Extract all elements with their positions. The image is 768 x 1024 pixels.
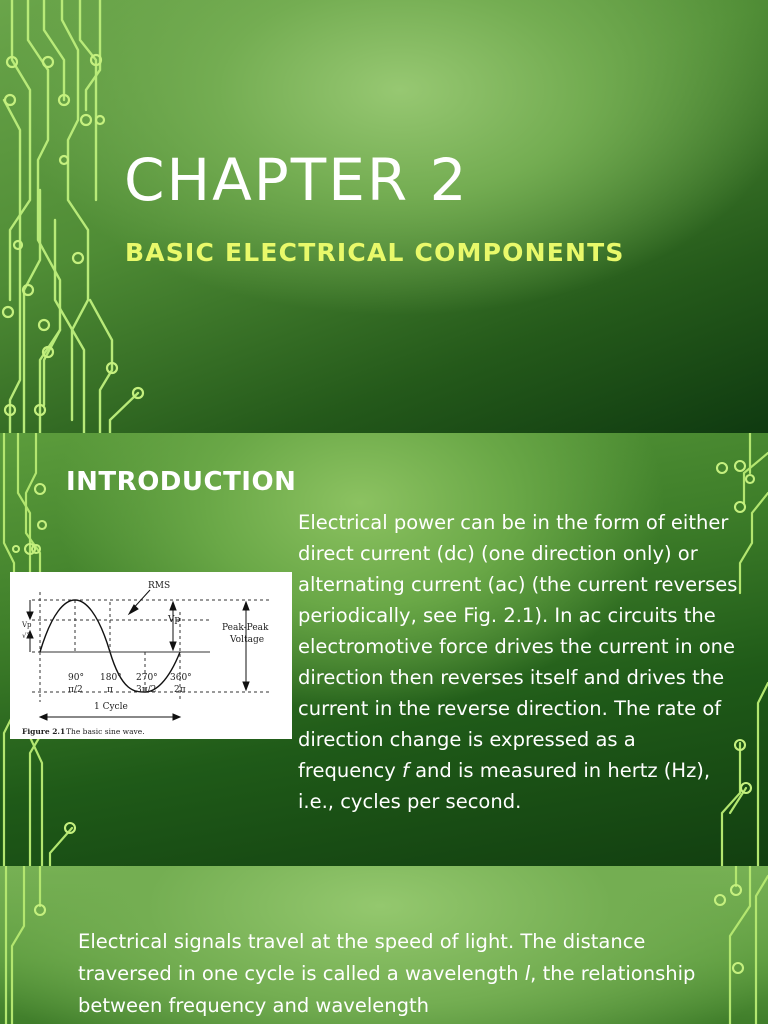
wavelength-text-part2: , the relationship between frequency and wavelength bbox=[78, 962, 696, 1017]
sine-wave-diagram bbox=[10, 572, 292, 739]
deg-270: 270° bbox=[136, 673, 158, 683]
peak-peak-label: Peak-Peak bbox=[222, 623, 269, 633]
wavelength-paragraph bbox=[78, 926, 738, 1022]
title-slide bbox=[0, 0, 768, 433]
rad-90: π/2 bbox=[68, 685, 83, 695]
rad-270: 3π/2 bbox=[136, 685, 157, 695]
voltage-label: Voltage bbox=[230, 635, 265, 645]
vp-label: Vp bbox=[168, 615, 181, 625]
wavelength-variable: l bbox=[524, 962, 531, 985]
figure-caption-text: The basic sine wave. bbox=[66, 727, 145, 736]
chapter-title: CHAPTER 2 bbox=[124, 146, 469, 214]
chapter-subtitle: BASIC ELECTRICAL COMPONENTS bbox=[125, 238, 625, 267]
circuit-board-decoration bbox=[0, 0, 160, 433]
deg-180: 180° bbox=[100, 673, 122, 683]
deg-90: 90° bbox=[68, 673, 84, 683]
rad-180: π bbox=[107, 685, 113, 695]
deg-360: 360° bbox=[170, 673, 192, 683]
sine-wave-figure bbox=[10, 572, 292, 739]
rms-label: RMS bbox=[148, 581, 171, 591]
figure-caption-number: Figure 2.1 bbox=[22, 727, 66, 736]
rad-360: 2π bbox=[174, 685, 186, 695]
cycle-label: 1 Cycle bbox=[94, 702, 128, 712]
wavelength-slide bbox=[0, 866, 768, 1024]
introduction-slide bbox=[0, 433, 768, 866]
intro-text-part1: Electrical power can be in the form of either direct current (dc) (one direction only) or alternating current (ac) (the current reverses periodically, see Fig. 2.1). In ac circuits the electromotive force drives the current in one direction then reverses itself and drives the current in the reverse direction. The rate of direction change is expressed as a frequency bbox=[298, 511, 738, 782]
intro-heading: INTRODUCTION bbox=[66, 467, 297, 497]
wavelength-text-part1: Electrical signals travel at the speed of light. The distance traversed in one cycle is called a wavelength bbox=[78, 930, 646, 985]
frequency-variable: f bbox=[402, 759, 409, 782]
vp-sqrt2-denominator: √2 bbox=[22, 632, 31, 640]
intro-paragraph bbox=[298, 507, 738, 817]
intro-text-part2: and is measured in hertz (Hz), i.e., cycles per second. bbox=[298, 759, 711, 813]
vp-sqrt2-label: Vp bbox=[22, 621, 32, 629]
